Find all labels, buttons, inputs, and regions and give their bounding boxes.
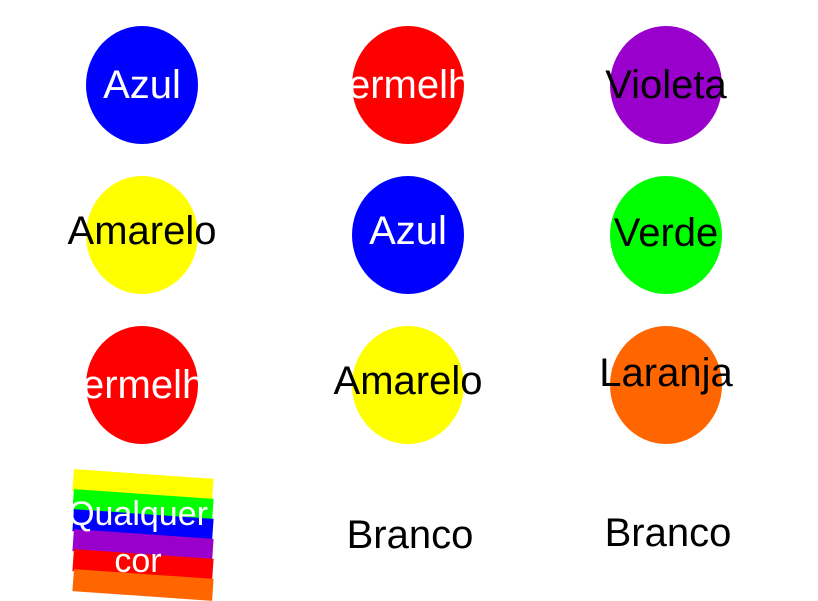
card-label-vermelho: Vermelho	[57, 363, 227, 407]
card-label-vermelho: Vermelho	[323, 63, 493, 107]
card-label-cor: cor	[114, 542, 162, 580]
card-label-laranja: Laranja	[599, 351, 733, 395]
card-label-amarelo: Amarelo	[333, 359, 483, 403]
clip-wrapper	[323, 26, 493, 144]
card-label-azul: Azul	[369, 209, 447, 253]
multi-label-wrapper	[68, 477, 208, 595]
card-label-azul: Azul	[103, 63, 181, 107]
card-label-verde: Verde	[613, 211, 719, 255]
card-label-branco: Branco	[604, 511, 732, 555]
clip-wrapper	[57, 326, 227, 444]
card-label-amarelo: Amarelo	[67, 209, 217, 253]
card-label-violeta: Violeta	[605, 63, 727, 107]
card-label-qualquer: Qualquer	[68, 495, 208, 533]
card-label-branco: Branco	[346, 513, 474, 557]
